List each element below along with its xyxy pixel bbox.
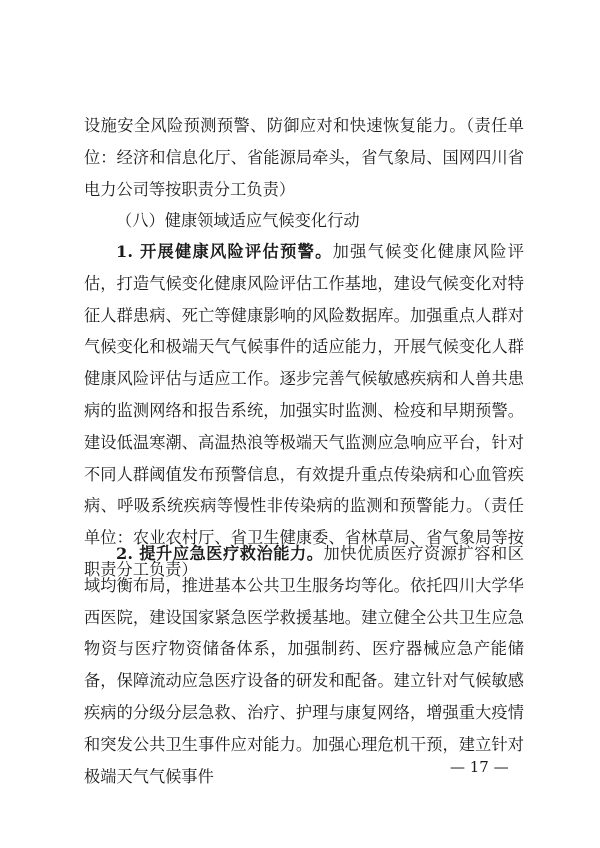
section-heading: （八）健康领域适应气候变化行动	[116, 211, 360, 230]
item-paragraph-1	[84, 236, 524, 586]
item-title-1: 1. 开展健康风险评估预警。	[116, 242, 333, 261]
page-number: — 17 —	[450, 758, 509, 776]
continuation-paragraph: 设施安全风险预测预警、防御应对和快速恢复能力。（责任单位：经济和信息化厅、省能源局牵头，省气象局、国网四川省电力公司等按职责分工负责）	[84, 116, 524, 199]
item-title-2: 2. 提升应急医疗救治能力。	[116, 544, 324, 563]
item-body-1: 加强气候变化健康风险评估，打造气候变化健康风险评估工作基地，建设气候变化对特征人群患病、死亡等健康影响的风险数据库。加强重点人群对气候变化和极端天气气候事件的适应能力，开展气候变化人群健康风险评估与适应工作。逐步完善气候敏感疾病和人兽共患病的监测网络和报告系统，加强实时监测、检疫和早期预警。建设低温寒潮、高温热浪等极端天气监测应急响应平台，针对不同人群阈值发布预警信息，有效提升重点传染病和心血管疾病、呼吸系统疾病等慢性非传染病的监测和预警能力。（责任单位：农业农村厅、省卫生健康委、省林草局、省气象局等按职责分工负责）	[84, 242, 524, 579]
item-body-2: 加快优质医疗资源扩容和区域均衡布局，推进基本公共卫生服务均等化。依托四川大学华西医院，建设国家紧急医学救援基地。建立健全公共卫生应急物资与医疗物资储备体系，加强制药、医疗器械应急产能储备，保障流动应急医疗设备的研发和配备。建立针对气候敏感疾病的分级分层急救、治疗、护理与康复网络，增强重大疫情和突发公共卫生事件应对能力。加强心理危机干预，建立针对极端天气气候事件	[84, 544, 524, 786]
item-paragraph-2	[84, 538, 524, 792]
